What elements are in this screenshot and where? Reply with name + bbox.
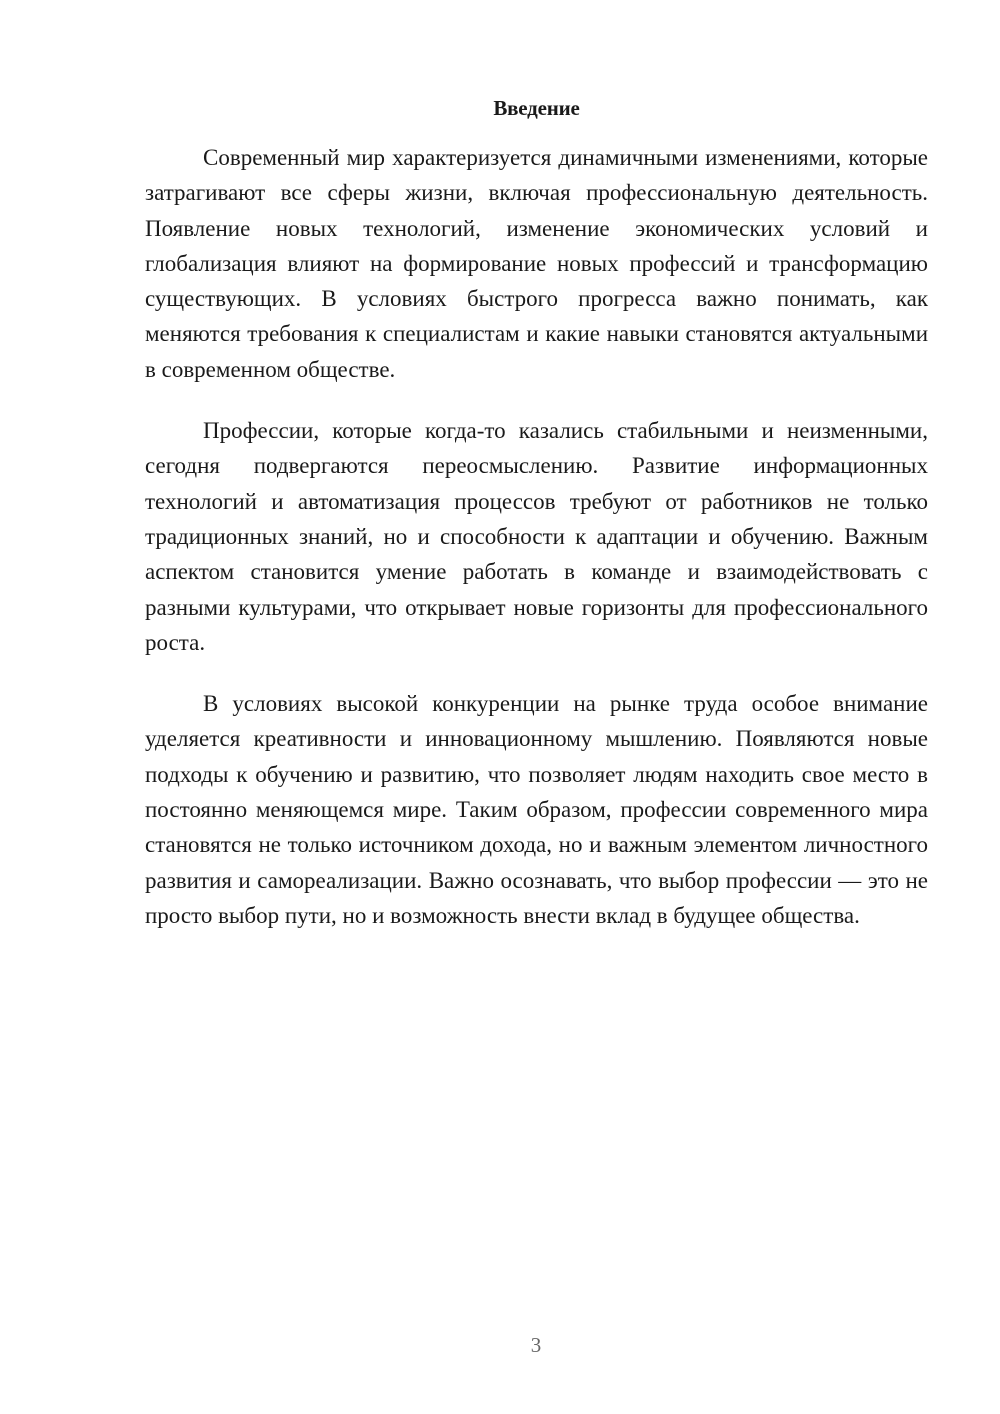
paragraph-intro: Современный мир характеризуется динамичными изменениями, которые затрагивают все сферы жизни, включая профессиональную деятельность. Появление новых технологий, изменение экономических условий и глобализация влияют на формирование новых профессий и трансформацию существующих. В условиях быстрого прогресса важно понимать, как меняются требования к специалистам и какие навыки становятся актуальными в современном обществе. <box>145 145 928 382</box>
page-content <box>145 94 928 959</box>
paragraph-professions: Профессии, которые когда-то казались стабильными и неизменными, сегодня подвергаются переосмыслению. Развитие информационных технологий и автоматизация процессов требуют от работников не только традиционных знаний, но и способности к адаптации и обучению. Важным аспектом становится умение работать в команде и взаимодействовать с разными культурами, что открывает новые горизонты для профессионального роста. <box>145 418 928 655</box>
paragraph-competition: В условиях высокой конкуренции на рынке труда особое внимание уделяется креативности и инновационному мышлению. Появляются новые подходы к обучению и развитию, что позволяет людям находить свое место в постоянно меняющемся мире. Таким образом, профессии современного мира становятся не только источником дохода, но и важным элементом личностного развития и самореализации. Важно осознавать, что выбор профессии — это не просто выбор пути, но и возможность внести вклад в будущее общества. <box>145 691 928 928</box>
page-number: 3 <box>530 1333 542 1357</box>
section-title: Введение <box>493 96 580 120</box>
